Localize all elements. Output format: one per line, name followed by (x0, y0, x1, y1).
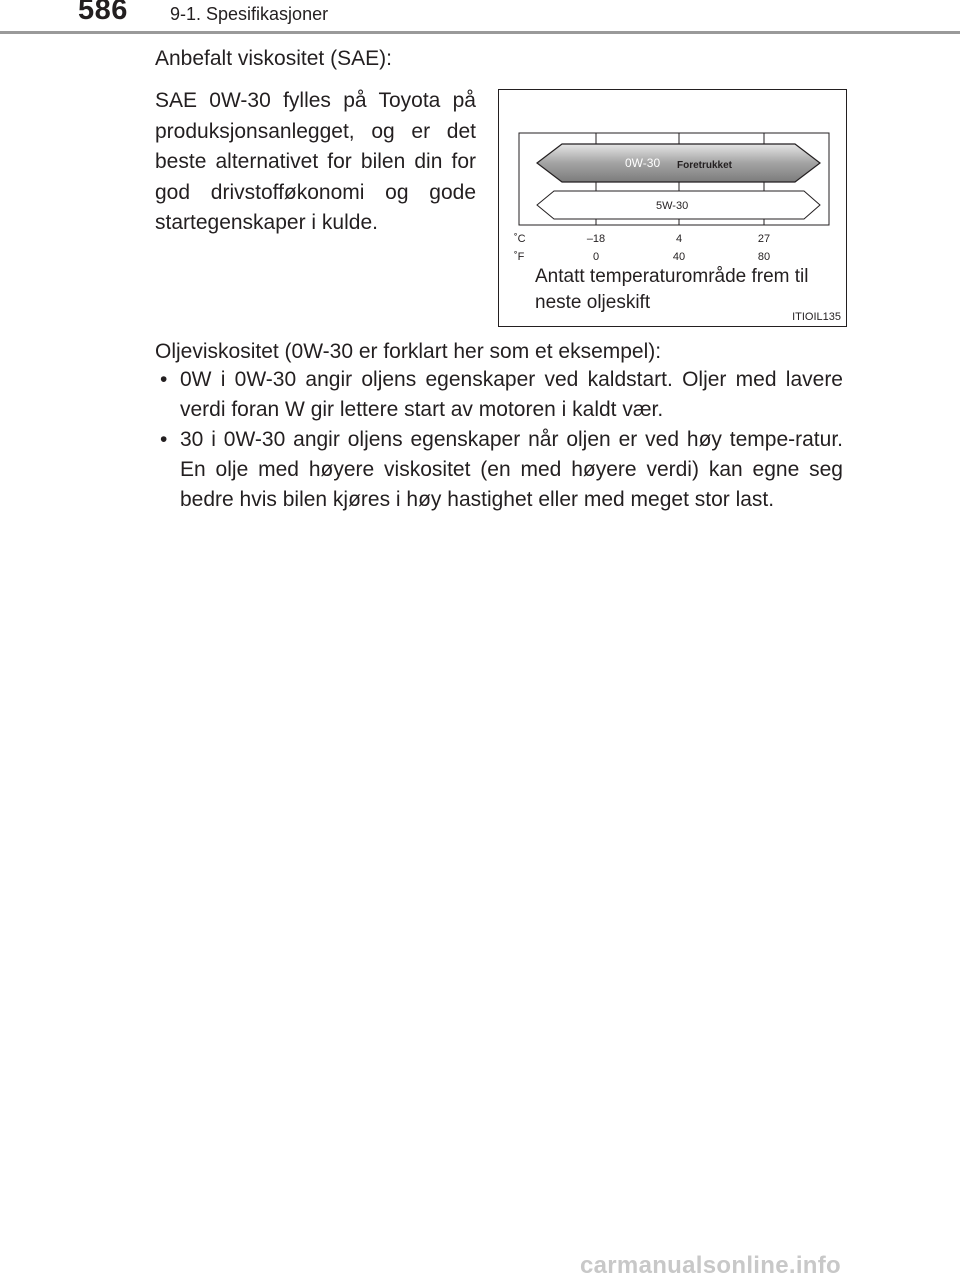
fahrenheit-tick-40: 40 (672, 251, 686, 263)
watermark: carmanualsonline.info (580, 1252, 842, 1279)
bullet-text: 30 i 0W-30 angir oljens egenskaper når oljen er ved høy tempe-ratur. En olje med høyere viskositet (en med høyere verdi) kan egne seg bedre hvis bilen kjøres i høy hastighet eller med meget stor last. (180, 428, 843, 511)
figure-code: ITIOIL135 (792, 311, 841, 323)
recommended-viscosity-heading: Anbefalt viskositet (SAE): (155, 47, 392, 70)
intro-paragraph: SAE 0W-30 fylles på Toyota på produksjonsanlegget, og er det beste alternativet for bilen din for god drivstofføkonomi og gode startegenskaper i kulde. (155, 89, 476, 234)
section-title: 9-1. Spesifikasjoner (170, 4, 329, 24)
figure-caption: Antatt temperaturområde frem til neste oljeskift (535, 266, 809, 313)
list-item (155, 365, 843, 425)
viscosity-heading: Oljeviskositet (0W-30 er forklart her som et eksempel): (155, 340, 662, 363)
fahrenheit-tick-0: 0 (592, 251, 600, 263)
grade-0w30-label: 0W-30 (625, 156, 661, 170)
bullet-icon: • (160, 368, 168, 391)
page-number: 586 (78, 0, 128, 26)
celsius-tick-4: 4 (675, 233, 683, 245)
header-rule (0, 31, 960, 34)
celsius-unit-label: ˚C (514, 233, 526, 245)
celsius-tick--18: –18 (586, 233, 606, 245)
celsius-tick-27: 27 (757, 233, 771, 245)
bullet-text: 0W i 0W-30 angir oljens egenskaper ved kaldstart. Oljer med lavere verdi foran W gir lettere start av motoren i kaldt vær. (180, 368, 843, 421)
fahrenheit-unit-label: ˚F (514, 251, 525, 263)
fahrenheit-tick-80: 80 (757, 251, 771, 263)
preferred-label: Foretrukket (677, 160, 733, 171)
viscosity-bullet-list (155, 365, 843, 515)
list-item (155, 425, 843, 515)
bullet-icon: • (160, 428, 168, 451)
grade-5w30-label: 5W-30 (656, 200, 689, 212)
